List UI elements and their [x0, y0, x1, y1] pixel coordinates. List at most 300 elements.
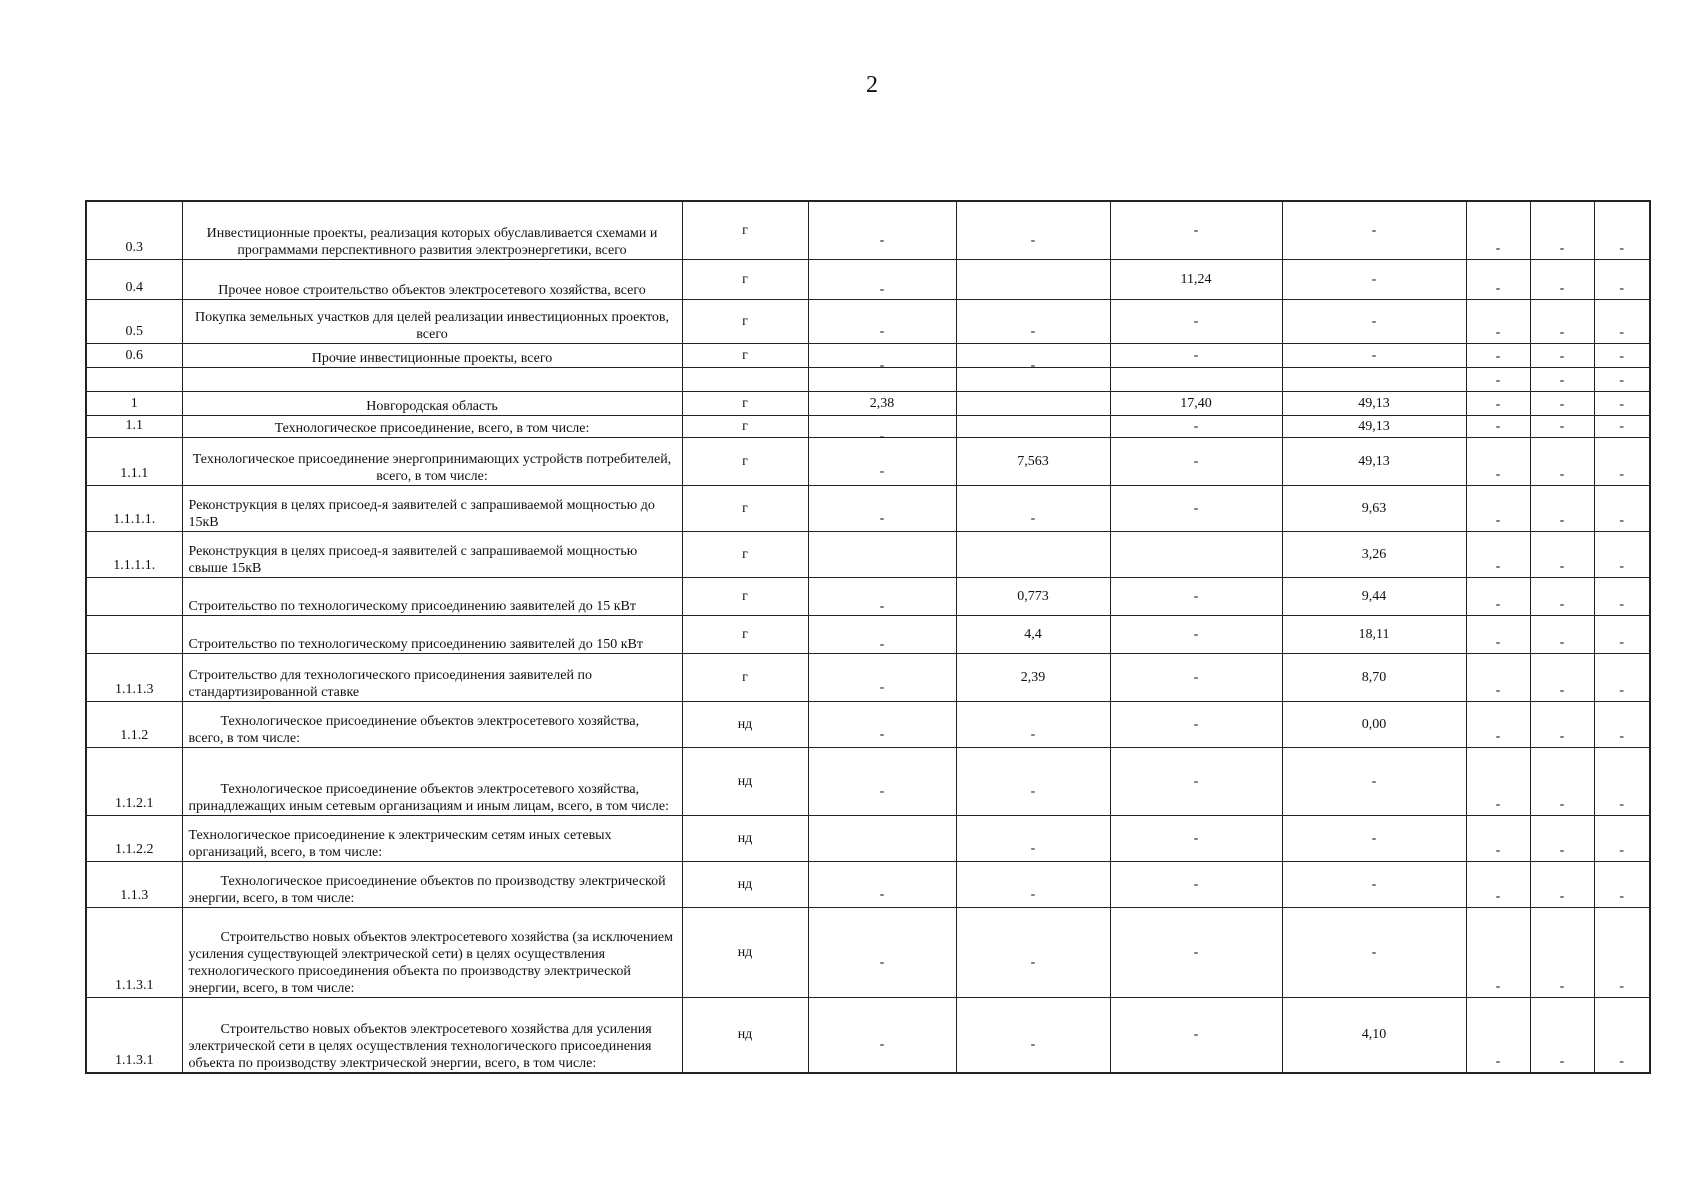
value-cell-v1: [808, 653, 956, 701]
value-cell-v2-text: 0,773: [1017, 588, 1049, 604]
value-cell-v2: [956, 485, 1110, 531]
value-cell-v6: [1530, 201, 1594, 259]
table-row: [86, 531, 1650, 577]
value-cell-v2: [956, 615, 1110, 653]
value-cell-v4: [1282, 485, 1466, 531]
unit-cell: [682, 367, 808, 391]
value-cell-v5-text: -: [1495, 280, 1501, 296]
unit-cell-text: г: [742, 271, 748, 287]
row-number-cell-text: 1.1.1.3: [115, 681, 154, 697]
value-cell-v7: [1594, 343, 1650, 367]
value-cell-v5-text: -: [1495, 558, 1501, 574]
value-cell-v1-text: -: [879, 232, 885, 248]
value-cell-v5-text: -: [1495, 796, 1501, 812]
value-cell-v3-text: -: [1193, 1027, 1199, 1043]
value-cell-v3-text: -: [1193, 944, 1199, 960]
value-cell-v1-text: -: [879, 886, 885, 902]
value-cell-v7: [1594, 415, 1650, 437]
table-row: [86, 391, 1650, 415]
row-number-cell: [86, 815, 182, 861]
table-row: [86, 747, 1650, 815]
value-cell-v2: [956, 437, 1110, 485]
value-cell-v6: [1530, 701, 1594, 747]
value-cell-v6: [1530, 577, 1594, 615]
value-cell-v4-text: 49,13: [1358, 418, 1390, 434]
value-cell-v4: [1282, 391, 1466, 415]
value-cell-v5-text: -: [1495, 842, 1501, 858]
value-cell-v5-text: -: [1495, 396, 1501, 412]
value-cell-v5-text: -: [1495, 1054, 1501, 1069]
value-cell-v7-text: -: [1619, 372, 1625, 388]
value-cell-v3: [1110, 259, 1282, 299]
row-name-cell-text: Строительство по технологическому присоединению заявителей до 150 кВт: [188, 636, 644, 652]
row-name-cell-text: Строительство по технологическому присоединению заявителей до 15 кВт: [188, 598, 637, 614]
value-cell-v1: [808, 485, 956, 531]
value-cell-v5-text: -: [1495, 888, 1501, 904]
value-cell-v4: [1282, 907, 1466, 997]
value-cell-v7-text: -: [1619, 512, 1625, 528]
row-name-cell-text: Технологическое присоединение, всего, в том числе:: [274, 420, 590, 436]
value-cell-v1-text: 2,38: [869, 395, 895, 411]
row-number-cell: [86, 907, 182, 997]
value-cell-v3-text: -: [1193, 773, 1199, 789]
value-cell-v5-text: -: [1495, 682, 1501, 698]
value-cell-v4-text: -: [1371, 773, 1377, 789]
value-cell-v4: [1282, 747, 1466, 815]
value-cell-v4: [1282, 343, 1466, 367]
row-number-cell: [86, 201, 182, 259]
row-name-cell-text: Технологическое присоединение объектов электросетевого хозяйства, принадлежащих иным сетевым организациям и иным лицам, всего, в том числе:: [188, 781, 669, 814]
value-cell-v4: [1282, 577, 1466, 615]
row-number-cell: [86, 343, 182, 367]
value-cell-v3: [1110, 485, 1282, 531]
unit-cell: [682, 391, 808, 415]
value-cell-v7: [1594, 531, 1650, 577]
row-number-cell: [86, 437, 182, 485]
value-cell-v7-text: -: [1619, 682, 1625, 698]
row-name-cell-text: Реконструкция в целях присоед-я заявителей с запрашиваемой мощностью до 15кВ: [188, 497, 655, 530]
value-cell-v6-text: -: [1559, 396, 1565, 412]
row-name-cell-text: Технологическое присоединение к электрическим сетям иных сетевых организаций, всего, в том числе:: [188, 827, 612, 860]
value-cell-v6: [1530, 815, 1594, 861]
value-cell-v2: [956, 815, 1110, 861]
row-number-cell: [86, 367, 182, 391]
value-cell-v3: [1110, 615, 1282, 653]
value-cell-v7: [1594, 815, 1650, 861]
value-cell-v6-text: -: [1559, 466, 1565, 482]
value-cell-v1-text: -: [879, 428, 885, 444]
value-cell-v4: [1282, 815, 1466, 861]
value-cell-v3: [1110, 747, 1282, 815]
value-cell-v6: [1530, 299, 1594, 343]
value-cell-v1-text: -: [879, 1037, 885, 1053]
value-cell-v2-text: -: [1030, 840, 1036, 856]
row-number-cell-text: 1.1.2.1: [115, 795, 154, 811]
value-cell-v5: [1466, 907, 1530, 997]
value-cell-v5: [1466, 485, 1530, 531]
value-cell-v2-text: -: [1030, 1037, 1036, 1053]
value-cell-v4-text: -: [1371, 271, 1377, 287]
unit-cell-text: г: [742, 546, 748, 562]
row-number-cell-text: 1.1.3: [120, 887, 149, 903]
row-number-cell-text: 0.3: [125, 239, 143, 255]
row-name-cell: [182, 531, 682, 577]
value-cell-v7: [1594, 861, 1650, 907]
row-name-cell-text: Технологическое присоединение объектов по производству электрической энергии, всего, в том числе:: [188, 873, 666, 906]
unit-cell-text: нд: [737, 773, 753, 789]
row-number-cell-text: 1.1.3.1: [115, 977, 154, 993]
value-cell-v5: [1466, 343, 1530, 367]
value-cell-v5-text: -: [1495, 728, 1501, 744]
table-row: [86, 437, 1650, 485]
value-cell-v7-text: -: [1619, 324, 1625, 340]
value-cell-v3: [1110, 997, 1282, 1073]
value-cell-v5-text: -: [1495, 978, 1501, 994]
value-cell-v6-text: -: [1559, 418, 1565, 434]
unit-cell: [682, 299, 808, 343]
value-cell-v4-text: 0,00: [1361, 716, 1387, 732]
value-cell-v3: [1110, 577, 1282, 615]
page-number: 2: [866, 72, 878, 98]
value-cell-v6-text: -: [1559, 634, 1565, 650]
value-cell-v7-text: -: [1619, 1054, 1625, 1069]
value-cell-v6-text: -: [1559, 796, 1565, 812]
value-cell-v4-text: 49,13: [1358, 453, 1390, 469]
unit-cell: [682, 907, 808, 997]
row-number-cell-text: 1.1.3.1: [115, 1053, 154, 1068]
value-cell-v1-text: -: [879, 463, 885, 479]
table-row: [86, 485, 1650, 531]
value-cell-v6-text: -: [1559, 842, 1565, 858]
value-cell-v7: [1594, 997, 1650, 1073]
value-cell-v5: [1466, 415, 1530, 437]
value-cell-v7: [1594, 615, 1650, 653]
value-cell-v1-text: -: [879, 954, 885, 970]
value-cell-v5-text: -: [1495, 418, 1501, 434]
value-cell-v1: [808, 615, 956, 653]
value-cell-v7: [1594, 577, 1650, 615]
value-cell-v7-text: -: [1619, 558, 1625, 574]
row-number-cell-text: 0.5: [125, 323, 143, 339]
unit-cell: [682, 415, 808, 437]
value-cell-v5: [1466, 299, 1530, 343]
row-number-cell: [86, 701, 182, 747]
value-cell-v6: [1530, 653, 1594, 701]
value-cell-v5: [1466, 653, 1530, 701]
value-cell-v1-text: -: [879, 598, 885, 614]
value-cell-v6: [1530, 531, 1594, 577]
value-cell-v1: [808, 415, 956, 444]
value-cell-v5: [1466, 701, 1530, 747]
value-cell-v6-text: -: [1559, 280, 1565, 296]
value-cell-v1-text: -: [879, 783, 885, 799]
value-cell-v3: [1110, 531, 1282, 577]
unit-cell-text: г: [742, 669, 748, 685]
value-cell-v7-text: -: [1619, 418, 1625, 434]
value-cell-v6-text: -: [1559, 240, 1565, 256]
value-cell-v4-text: -: [1371, 313, 1377, 329]
row-number-cell-text: 1: [130, 395, 138, 411]
value-cell-v3: [1110, 299, 1282, 343]
unit-cell-text: г: [742, 626, 748, 642]
value-cell-v3-text: 17,40: [1180, 395, 1212, 411]
value-cell-v4-text: 9,63: [1361, 500, 1387, 516]
value-cell-v6: [1530, 485, 1594, 531]
row-name-cell-text: Технологическое присоединение энергопринимающих устройств потребителей, всего, в том числе:: [192, 451, 672, 484]
value-cell-v5: [1466, 437, 1530, 485]
unit-cell: [682, 485, 808, 531]
value-cell-v2: [956, 343, 1110, 373]
unit-cell-text: нд: [737, 944, 753, 960]
table-row: [86, 653, 1650, 701]
value-cell-v3: [1110, 861, 1282, 907]
value-cell-v6-text: -: [1559, 348, 1565, 364]
row-name-cell: [182, 861, 682, 907]
value-cell-v6: [1530, 747, 1594, 815]
value-cell-v3: [1110, 391, 1282, 415]
unit-cell: [682, 747, 808, 815]
value-cell-v4: [1282, 259, 1466, 299]
value-cell-v2-text: -: [1030, 510, 1036, 526]
table-row: [86, 997, 1650, 1073]
value-cell-v3: [1110, 437, 1282, 485]
unit-cell-text: г: [742, 313, 748, 329]
value-cell-v5: [1466, 391, 1530, 415]
row-name-cell: [182, 615, 682, 653]
unit-cell-text: г: [742, 347, 748, 363]
unit-cell: [682, 343, 808, 367]
row-name-cell-text: Новгородская область: [366, 398, 498, 414]
table-row: [86, 343, 1650, 367]
value-cell-v5: [1466, 747, 1530, 815]
value-cell-v6-text: -: [1559, 728, 1565, 744]
unit-cell: [682, 437, 808, 485]
value-cell-v1: [808, 299, 956, 343]
value-cell-v1-text: -: [879, 357, 885, 373]
table-row: [86, 201, 1650, 259]
value-cell-v1-text: -: [879, 510, 885, 526]
value-cell-v3-text: -: [1193, 418, 1199, 434]
value-cell-v2-text: -: [1030, 954, 1036, 970]
value-cell-v7-text: -: [1619, 280, 1625, 296]
table-row: [86, 615, 1650, 653]
value-cell-v5: [1466, 577, 1530, 615]
table-row: [86, 299, 1650, 343]
value-cell-v2-text: -: [1030, 323, 1036, 339]
unit-cell-text: нд: [737, 716, 753, 732]
value-cell-v6: [1530, 615, 1594, 653]
investment-table: [85, 200, 1651, 1074]
value-cell-v7: [1594, 259, 1650, 299]
value-cell-v2-text: -: [1030, 783, 1036, 799]
value-cell-v7-text: -: [1619, 888, 1625, 904]
value-cell-v3: [1110, 701, 1282, 747]
value-cell-v1-text: -: [879, 636, 885, 652]
row-number-cell: [86, 997, 182, 1073]
value-cell-v3: [1110, 201, 1282, 259]
value-cell-v2-text: -: [1030, 726, 1036, 742]
row-name-cell-text: Прочие инвестиционные проекты, всего: [311, 350, 553, 366]
value-cell-v3-text: -: [1193, 716, 1199, 732]
row-number-cell: [86, 391, 182, 415]
value-cell-v4-text: -: [1371, 830, 1377, 846]
value-cell-v4-text: 8,70: [1361, 669, 1387, 685]
value-cell-v1: [808, 907, 956, 997]
value-cell-v3-text: -: [1193, 830, 1199, 846]
value-cell-v7: [1594, 367, 1650, 391]
value-cell-v6-text: -: [1559, 558, 1565, 574]
row-name-cell: [182, 485, 682, 531]
value-cell-v5-text: -: [1495, 372, 1501, 388]
unit-cell-text: г: [742, 500, 748, 516]
row-number-cell-text: 1.1.2: [120, 727, 149, 743]
value-cell-v7: [1594, 485, 1650, 531]
value-cell-v2-text: 2,39: [1020, 669, 1046, 685]
value-cell-v4-text: -: [1371, 222, 1377, 238]
row-number-cell: [86, 485, 182, 531]
value-cell-v3-text: -: [1193, 313, 1199, 329]
value-cell-v4-text: -: [1371, 347, 1377, 363]
row-name-cell: [182, 391, 682, 415]
table-row: [86, 701, 1650, 747]
value-cell-v7-text: -: [1619, 466, 1625, 482]
table-row: [86, 907, 1650, 997]
unit-cell: [682, 577, 808, 615]
value-cell-v5: [1466, 259, 1530, 299]
value-cell-v1: [808, 861, 956, 907]
value-cell-v2: [956, 907, 1110, 997]
value-cell-v3-text: -: [1193, 453, 1199, 469]
value-cell-v7-text: -: [1619, 596, 1625, 612]
unit-cell-text: нд: [737, 1027, 753, 1043]
table-row: [86, 861, 1650, 907]
value-cell-v5: [1466, 997, 1530, 1073]
value-cell-v4: [1282, 201, 1466, 259]
value-cell-v6-text: -: [1559, 512, 1565, 528]
value-cell-v2: [956, 201, 1110, 259]
value-cell-v7-text: -: [1619, 842, 1625, 858]
value-cell-v4: [1282, 531, 1466, 577]
row-name-cell-text: Строительство новых объектов электросетевого хозяйства (за исключением усиления существующей электрической сети) в целях осуществления технологического присоединения объекта по производству электрической энергии, всего, в том числе:: [188, 929, 673, 996]
value-cell-v3-text: -: [1193, 626, 1199, 642]
value-cell-v3-text: -: [1193, 222, 1199, 238]
value-cell-v5: [1466, 815, 1530, 861]
table-row: [86, 259, 1650, 299]
value-cell-v7-text: -: [1619, 348, 1625, 364]
row-name-cell: [182, 907, 682, 997]
unit-cell: [682, 201, 808, 259]
value-cell-v4: [1282, 615, 1466, 653]
value-cell-v2: [956, 997, 1110, 1073]
row-name-cell-text: Инвестиционные проекты, реализация которых обуславливается схемами и программами перспективного развития электроэнергетики, всего: [206, 225, 658, 258]
value-cell-v1: [808, 391, 956, 415]
row-number-cell-text: 0.4: [125, 279, 143, 295]
value-cell-v6-text: -: [1559, 888, 1565, 904]
value-cell-v2: [956, 747, 1110, 815]
row-name-cell: [182, 997, 682, 1073]
value-cell-v6: [1530, 343, 1594, 367]
row-name-cell-text: Покупка земельных участков для целей реализации инвестиционных проектов, всего: [194, 309, 670, 342]
unit-cell-text: г: [742, 418, 748, 434]
value-cell-v4-text: 9,44: [1361, 588, 1387, 604]
row-number-cell: [86, 747, 182, 815]
value-cell-v6: [1530, 907, 1594, 997]
row-name-cell: [182, 653, 682, 701]
value-cell-v6-text: -: [1559, 596, 1565, 612]
value-cell-v7-text: -: [1619, 978, 1625, 994]
value-cell-v3-text: -: [1193, 500, 1199, 516]
value-cell-v7: [1594, 747, 1650, 815]
value-cell-v6: [1530, 415, 1594, 437]
row-number-cell: [86, 861, 182, 907]
value-cell-v3: [1110, 907, 1282, 997]
value-cell-v6: [1530, 259, 1594, 299]
unit-cell: [682, 531, 808, 577]
value-cell-v6-text: -: [1559, 978, 1565, 994]
row-number-cell: [86, 653, 182, 701]
unit-cell-text: г: [742, 222, 748, 238]
value-cell-v7: [1594, 701, 1650, 747]
value-cell-v2: [956, 577, 1110, 615]
row-name-cell-text: Прочее новое строительство объектов электросетевого хозяйства, всего: [218, 282, 646, 298]
value-cell-v5: [1466, 201, 1530, 259]
unit-cell-text: г: [742, 395, 748, 411]
value-cell-v5-text: -: [1495, 240, 1501, 256]
value-cell-v7: [1594, 391, 1650, 415]
value-cell-v4-text: 3,26: [1361, 546, 1387, 562]
value-cell-v5: [1466, 531, 1530, 577]
value-cell-v1: [808, 815, 956, 861]
value-cell-v2: [956, 259, 1110, 299]
value-cell-v5-text: -: [1495, 348, 1501, 364]
value-cell-v2: [956, 861, 1110, 907]
row-name-cell: [182, 701, 682, 747]
value-cell-v2-text: -: [1030, 357, 1036, 373]
value-cell-v7: [1594, 437, 1650, 485]
value-cell-v4-text: 49,13: [1358, 395, 1390, 411]
value-cell-v6-text: -: [1559, 682, 1565, 698]
value-cell-v4: [1282, 437, 1466, 485]
row-name-cell: [182, 415, 682, 437]
table-row: [86, 367, 1650, 391]
value-cell-v3: [1110, 343, 1282, 367]
unit-cell: [682, 259, 808, 299]
value-cell-v6: [1530, 861, 1594, 907]
unit-cell: [682, 653, 808, 701]
row-number-cell: [86, 577, 182, 615]
value-cell-v1: [808, 577, 956, 615]
row-name-cell: [182, 201, 682, 259]
value-cell-v2: [956, 653, 1110, 701]
value-cell-v1-text: -: [879, 679, 885, 695]
row-number-cell-text: 0.6: [125, 347, 143, 363]
unit-cell: [682, 815, 808, 861]
table-row: [86, 815, 1650, 861]
value-cell-v3-text: -: [1193, 669, 1199, 685]
value-cell-v7: [1594, 907, 1650, 997]
unit-cell: [682, 615, 808, 653]
unit-cell-text: г: [742, 453, 748, 469]
row-number-cell: [86, 531, 182, 577]
value-cell-v4: [1282, 997, 1466, 1073]
unit-cell-text: нд: [737, 876, 753, 892]
value-cell-v1: [808, 997, 956, 1073]
value-cell-v2-text: 4,4: [1024, 626, 1042, 642]
value-cell-v3-text: -: [1193, 347, 1199, 363]
value-cell-v7: [1594, 299, 1650, 343]
row-name-cell-text: Строительство для технологического присоединения заявителей по стандартизированной ставке: [188, 667, 592, 700]
value-cell-v7-text: -: [1619, 634, 1625, 650]
